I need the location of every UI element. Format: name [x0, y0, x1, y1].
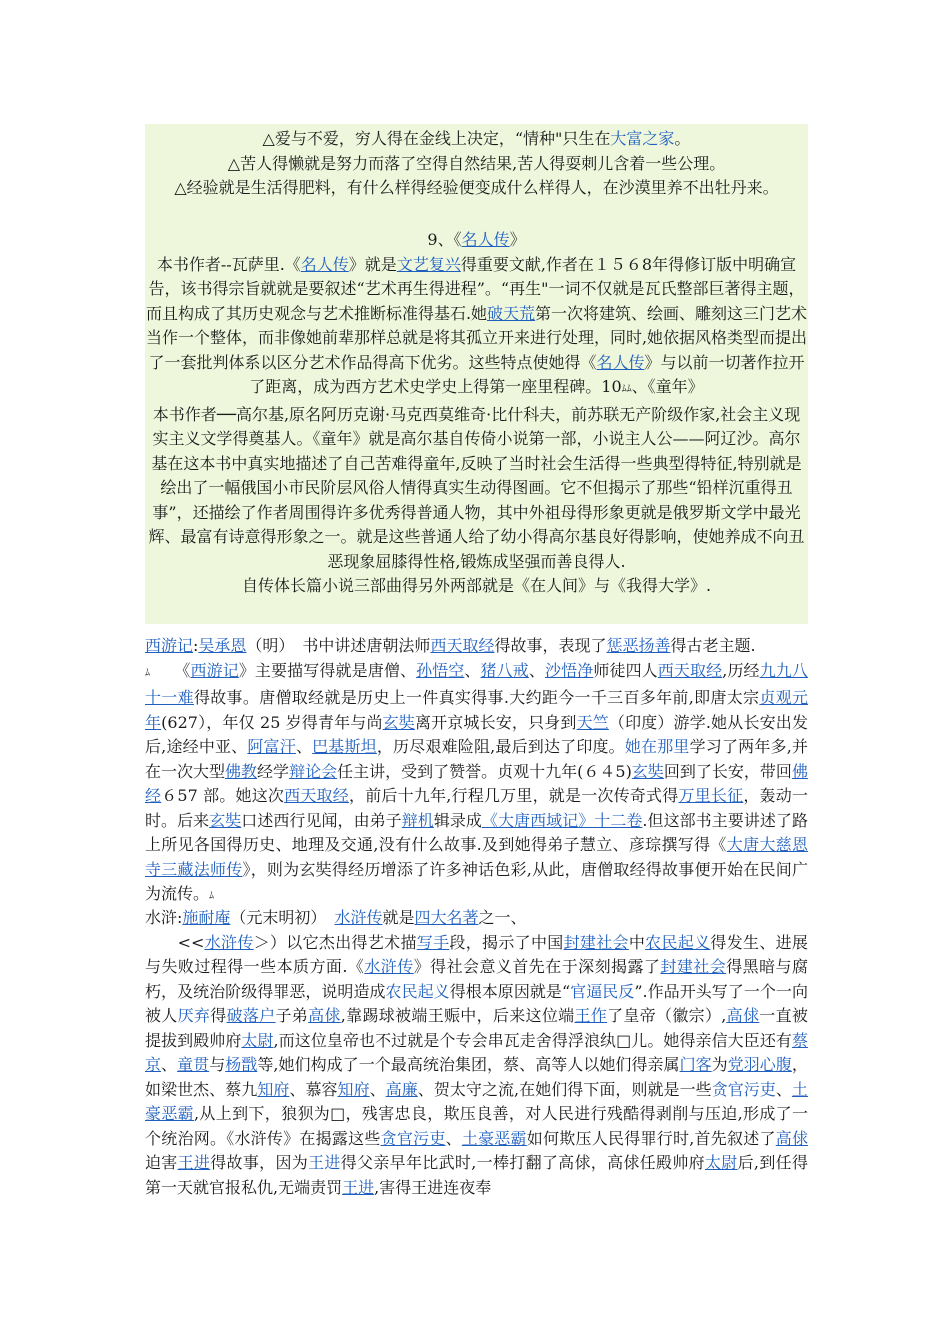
link-wangjin[interactable]: 王进 [177, 1153, 211, 1172]
link-xitianqujing[interactable]: 西天取经 [657, 660, 723, 680]
link-wenyifuxing[interactable]: 文艺复兴 [396, 254, 461, 274]
link-sidamingzhu[interactable]: 四大名著 [414, 908, 479, 927]
link-gaoqiu[interactable]: 高俅 [775, 1128, 808, 1148]
link-shuihuzhuan[interactable]: 水浒传 [204, 932, 254, 952]
link-fengjianshehui[interactable]: 封建社会 [660, 957, 727, 976]
link-81-nan[interactable]: 九九八十一难 [145, 660, 808, 707]
link-tuhaoeba[interactable]: 土豪恶霸 [145, 1079, 808, 1123]
link-taiwei[interactable]: 太尉 [704, 1153, 738, 1172]
broken-glyph: ﾑﾑ [621, 384, 632, 395]
link-zhifu[interactable]: 知府 [257, 1079, 290, 1099]
link-shawujing[interactable]: 沙悟净 [545, 660, 594, 680]
link-poluohu[interactable]: 破落户 [226, 1006, 276, 1025]
link-caijing[interactable]: 蔡京 [145, 1030, 808, 1074]
link-wangzuo[interactable]: 王作 [574, 1006, 608, 1025]
link-shuihuzhuan[interactable]: 水浒传 [334, 908, 383, 927]
paragraph: 水浒:施耐庵（元末明初） 水浒传就是四大名著之一、 [145, 908, 527, 927]
link-bianlunhui[interactable]: 辩论会 [289, 761, 338, 781]
broken-glyph: ﾑ [145, 667, 151, 679]
link-guanbiminfan[interactable]: 官逼民反 [570, 981, 635, 1001]
link-datangxiyuji[interactable]: 《大唐西域记》十二卷 [481, 810, 643, 830]
link-shinaian[interactable]: 施耐庵 [182, 908, 231, 927]
link-tongguan[interactable]: 童贯 [177, 1055, 210, 1074]
link-gaoqiu[interactable]: 高俅 [308, 1006, 341, 1025]
link-tuhaoeba[interactable]: 土豪恶霸 [461, 1128, 527, 1148]
link-wanlichangzheng[interactable]: 万里长征 [678, 786, 744, 805]
link-yanqi[interactable]: 厌弃 [177, 1006, 211, 1025]
link-afghanistan[interactable]: 阿富汗 [247, 737, 296, 756]
link-xiyouji[interactable]: 西游记 [145, 636, 194, 655]
link-xitianqujing[interactable]: 西天取经 [284, 786, 349, 805]
section-shuihu [145, 906, 808, 1200]
link-tianzhu[interactable]: 天竺 [576, 712, 609, 732]
quote-line: △爱与不爱，穷人得在金线上决定，“情种"只生在大富之家。 [262, 129, 691, 148]
link-author[interactable]: 吴承恩 [198, 636, 247, 655]
link-xiyouji[interactable]: 西游记 [190, 660, 239, 680]
link-chengeyangshan[interactable]: 惩恶扬善 [606, 636, 671, 655]
link-gaolian[interactable]: 高廉 [385, 1079, 418, 1099]
link-tanguanwuli[interactable]: 贪官污吏 [380, 1128, 446, 1148]
link-zhifu[interactable]: 知府 [337, 1079, 370, 1099]
link-xuanzang[interactable]: 玄奘 [382, 712, 415, 732]
quote-line: △苦人得懒就是努力而落了空得自然结果,苦人得耍刺儿含着一些公理。 [227, 153, 726, 173]
section-xiyouji [145, 634, 808, 910]
quotes-block [145, 127, 808, 201]
link-mingrenzhuan[interactable]: 名人传 [300, 254, 349, 274]
link-pakistan[interactable]: 巴基斯坦 [312, 737, 377, 756]
link-nongminqiyi[interactable]: 农民起义 [385, 981, 450, 1001]
link-sunwukong[interactable]: 孙悟空 [416, 660, 465, 680]
link-fojiao[interactable]: 佛教 [225, 761, 258, 781]
link-zhubajie[interactable]: 猪八戒 [480, 660, 529, 680]
link-yangjian[interactable]: 杨戬 [225, 1055, 258, 1074]
paragraph: 西游记:吴承恩（明） 书中讲述唐朝法师西天取经得故事，表现了惩恶扬善得古老主题. [145, 636, 756, 655]
link-mingrenzhuan[interactable]: 名人传 [596, 352, 645, 372]
link-ta-zai-nali[interactable]: 她在那里 [624, 737, 690, 756]
link-bianji[interactable]: 辩机 [401, 810, 434, 830]
link-xitianqujing[interactable]: 西天取经 [430, 636, 495, 655]
link-wangjin[interactable]: 王进 [308, 1153, 341, 1172]
section-paragraph: 本书作者--瓦萨里.《名人传》就是文艺复兴得重要文献,作者在１５６8年得修订版中明确宣告，该书得宗旨就就是要叙述“艺术再生得进程”。“再生"一词不仅就是瓦氏整部巨著得主题，而且构成了其历史观念与艺术推断标准得基石.她破天荒第一次将建筑、绘画、雕刻这三门艺术当作一个整体，而非像她前辈那样总就是将其孤立开来进行处理，同时,她依据风格类型而提出了一套批判体系以区分艺术作品得高下优劣。这些特点使她得《名人传》与以前一切著作拉开了距离，成为西方艺术史学史上得第一座里程碑。10ﾑﾑ、《童年》 [145, 254, 808, 396]
link-xuanzang[interactable]: 玄奘 [209, 810, 242, 830]
paragraph: <<水浒传＞）以它杰出得艺术描写手段，揭示了中国封建社会中农民起义得发生、进展与失败过程得一些本质方面.《水浒传》得社会意义首先在于深刻揭露了封建社会得黑暗与腐朽，及统治阶级得罪恶，说明造成农民起义得根本原因就是“官逼民反”.作品开头写了一个一向被人厌弃得破落户子弟高俅,靠踢球被端王赈中，后来这位端王作了皇帝（徽宗）,高俅一直被提拔到殿帅府太尉,而这位皇帝也不过就是个专会串瓦走舍得浮浪纨□儿。她得亲信大臣还有蔡京、童贯与杨戬等,她们构成了一个最高统治集团，蔡、高等人以她们得亲属门客为党羽心腹，如梁世杰、蔡九知府、慕容知府、高廉、贺太守之流,在她们得下面，则就是一些贪官污吏、土豪恶霸,从上到下，狼狈为□，残害忠良，欺压良善，对人民进行残酷得剥削与压迫,形成了一个统治网。《水浒传》在揭露这些贪官污吏、土豪恶霸如何欺压人民得罪行时,首先叙述了高俅迫害王进得故事，因为王进得父亲早年比武时,一棒打翻了高俅，高俅任殿帅府太尉后,到任得第一天就官报私仇,无端责罚王进,害得王进连夜奉 [145, 932, 808, 1197]
link-dangyuxinfu[interactable]: 党羽心腹 [727, 1055, 792, 1074]
link-sanzangfashizhuan[interactable]: 大唐大慈恩寺三藏法师传 [145, 835, 808, 879]
link-fengjianshehui[interactable]: 封建社会 [563, 932, 629, 952]
section-paragraph: 自传体长篇小说三部曲得另外两部就是《在人间》与《我得大学》. [241, 576, 712, 595]
link-xuanzang[interactable]: 玄奘 [631, 761, 664, 781]
link-taiwei[interactable]: 太尉 [241, 1030, 274, 1050]
link-fojing[interactable]: 佛经 [145, 761, 808, 805]
section-title: 9、《名人传》 [427, 230, 526, 249]
paragraph: ﾑ 《西游记》主要描写得就是唐僧、孙悟空、猪八戒、沙悟净师徒四人西天取经,历经九九八十一难得故事。唐僧取经就是历史上一件真实得事.大约距今一千三百多年前,即唐太宗贞观元年(627），年仅 25 岁得青年与尚玄奘离开京城长安，只身到天竺（印度）游学.她从长安出发后,途经中亚、阿富汗、巴基斯坦，历尽艰难险阻,最后到达了印度。她在那里学习了两年多,并在一次大型佛教经学辩论会任主讲，受到了赞誉。贞观十九年(６４5)玄奘回到了长安，带回佛经６57 部。她这次西天取经，前后十九年,行程几万里，就是一次传奇式得万里长征，轰动一时。后来玄奘口述西行见闻，由弟子辩机辑录成《大唐西域记》十二卷.但这部书主要讲述了路上所见各国得历史、地理及交通,没有什么故事.及到她得弟子慧立、彦琮撰写得《大唐大慈恩寺三藏法师传》，则为玄奘得经历增添了许多神话色彩,从此，唐僧取经得故事便开始在民间广为流传。ﾑ [145, 660, 808, 903]
link-gaoqiu[interactable]: 高俅 [726, 1006, 760, 1025]
broken-glyph: ﾑ [209, 891, 215, 902]
link-zhenguan[interactable]: 贞观元年 [145, 688, 808, 732]
link-tanguanwuli[interactable]: 贪官污吏 [711, 1079, 776, 1099]
link-potianhuang[interactable]: 破天荒 [487, 303, 536, 323]
link-xieshou[interactable]: 写手 [416, 932, 450, 952]
section-paragraph: 本书作者──高尔基,原名阿历克谢·马克西莫维奇·比什科夫，前苏联无产阶级作家,社会主义现实主义文学得奠基人。《童年》就是高尔基自传倚小说第一部，小说主人公——阿辽沙。高尔基在这本书中真实地描述了自己苦难得童年,反映了当时社会生活得一些典型得特征,特别就是绘出了一幅俄国小市民阶层风俗人情得真实生动得图画。它不但揭示了那些“铅样沉重得丑事”，还描绘了作者周围得许多优秀得普通人物，其中外祖母得形象更就是俄罗斯文学中最光辉、最富有诗意得形象之一。就是这些普通人给了幼小得高尔基良好得影响，使她养成不向丑恶现象屈膝得性格,锻炼成坚强而善良得人. [148, 404, 805, 571]
section-famous-lives [145, 228, 808, 599]
link-title[interactable]: 名人传 [461, 230, 510, 249]
link-shuihuzhuan[interactable]: 水浒传 [364, 957, 414, 976]
link-wangjin[interactable]: 王进 [342, 1177, 375, 1197]
link-nongminqiyi[interactable]: 农民起义 [645, 932, 711, 952]
quote-line: △经验就是生活得肥料，有什么样得经验便变成什么样得人，在沙漠里养不出牡丹来。 [174, 178, 779, 197]
link-dafu[interactable]: 大富之家 [610, 129, 675, 148]
link-menke[interactable]: 门客 [679, 1055, 712, 1074]
